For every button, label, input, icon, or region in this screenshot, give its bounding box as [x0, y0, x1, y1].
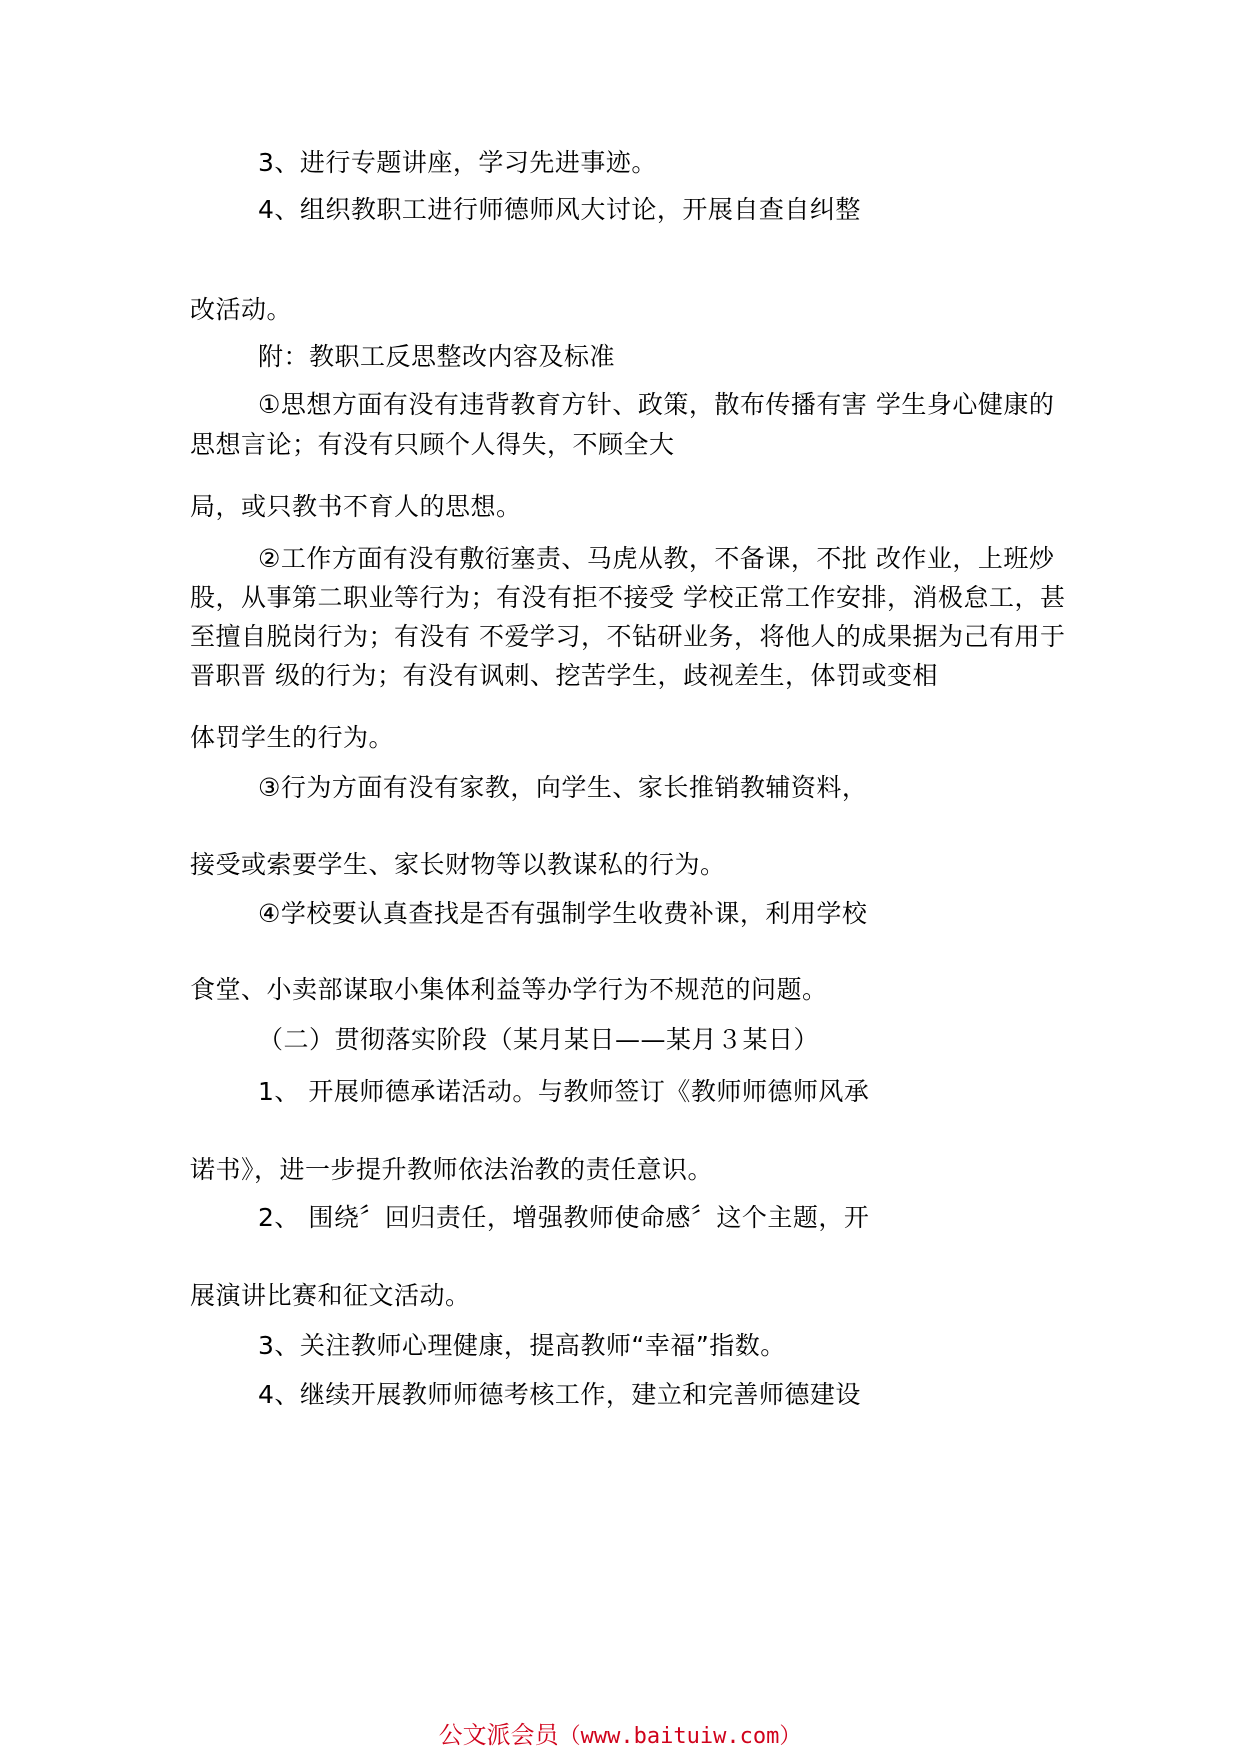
paragraph-line: 晋职晋 级的行为；有没有讽刺、挖苦学生，歧视差生，体罚或变相	[190, 661, 938, 690]
paragraph-line: 3、关注教师心理健康，提高教师“幸福”指数。	[258, 1331, 786, 1360]
paragraph-line: 3、进行专题讲座，学习先进事迹。	[258, 148, 657, 177]
paragraph-line: 诺书》，进一步提升教师依法治教的责任意识。	[190, 1155, 714, 1184]
footer-watermark	[0, 1720, 1240, 1752]
paragraph-line: 展演讲比赛和征文活动。	[190, 1281, 471, 1310]
footer-url[interactable]: （www.baituiw.com）	[558, 1724, 802, 1749]
paragraph-line: ①思想方面有没有违背教育方针、政策，散布传播有害 学生身心健康的	[258, 390, 1055, 419]
paragraph-line: ④学校要认真查找是否有强制学生收费补课，利用学校	[258, 899, 868, 928]
footer-brand: 公文派会员	[438, 1721, 559, 1749]
paragraph-line: ②工作方面有没有敷衍塞责、马虎从教，不备课，不批 改作业，上班炒	[258, 544, 1055, 573]
paragraph-line: 4、继续开展教师师德考核工作，建立和完善师德建设	[258, 1380, 861, 1409]
paragraph-line: 体罚学生的行为。	[190, 723, 395, 752]
paragraph-line: 附：教职工反思整改内容及标准	[258, 342, 616, 371]
paragraph-line: 至擅自脱岗行为；有没有 不爱学习，不钻研业务，将他人的成果据为己有用于	[190, 622, 1066, 651]
paragraph-line: 1、 开展师德承诺活动。与教师签订《教师师德师风承	[258, 1077, 870, 1106]
section-heading: （二）贯彻落实阶段（某月某日——某月３某日）	[258, 1025, 820, 1054]
paragraph-line: 改活动。	[190, 295, 293, 324]
paragraph-line: 接受或索要学生、家长财物等以教谋私的行为。	[190, 850, 726, 879]
paragraph-line: 局，或只教书不育人的思想。	[190, 492, 522, 521]
paragraph-line: 4、组织教职工进行师德师风大讨论，开展自查自纠整	[258, 195, 861, 224]
paragraph-line: 股，从事第二职业等行为；有没有拒不接受 学校正常工作安排，消极怠工，甚	[190, 583, 1066, 612]
paragraph-line: 思想言论；有没有只顾个人得失，不顾全大	[190, 430, 675, 459]
paragraph-line: 食堂、小卖部谋取小集体利益等办学行为不规范的问题。	[190, 975, 828, 1004]
paragraph-line: 2、 围绕〞回归责任，增强教师使命感〞这个主题，开	[258, 1203, 870, 1232]
paragraph-line: ③行为方面有没有家教，向学生、家长推销教辅资料，	[258, 773, 868, 802]
